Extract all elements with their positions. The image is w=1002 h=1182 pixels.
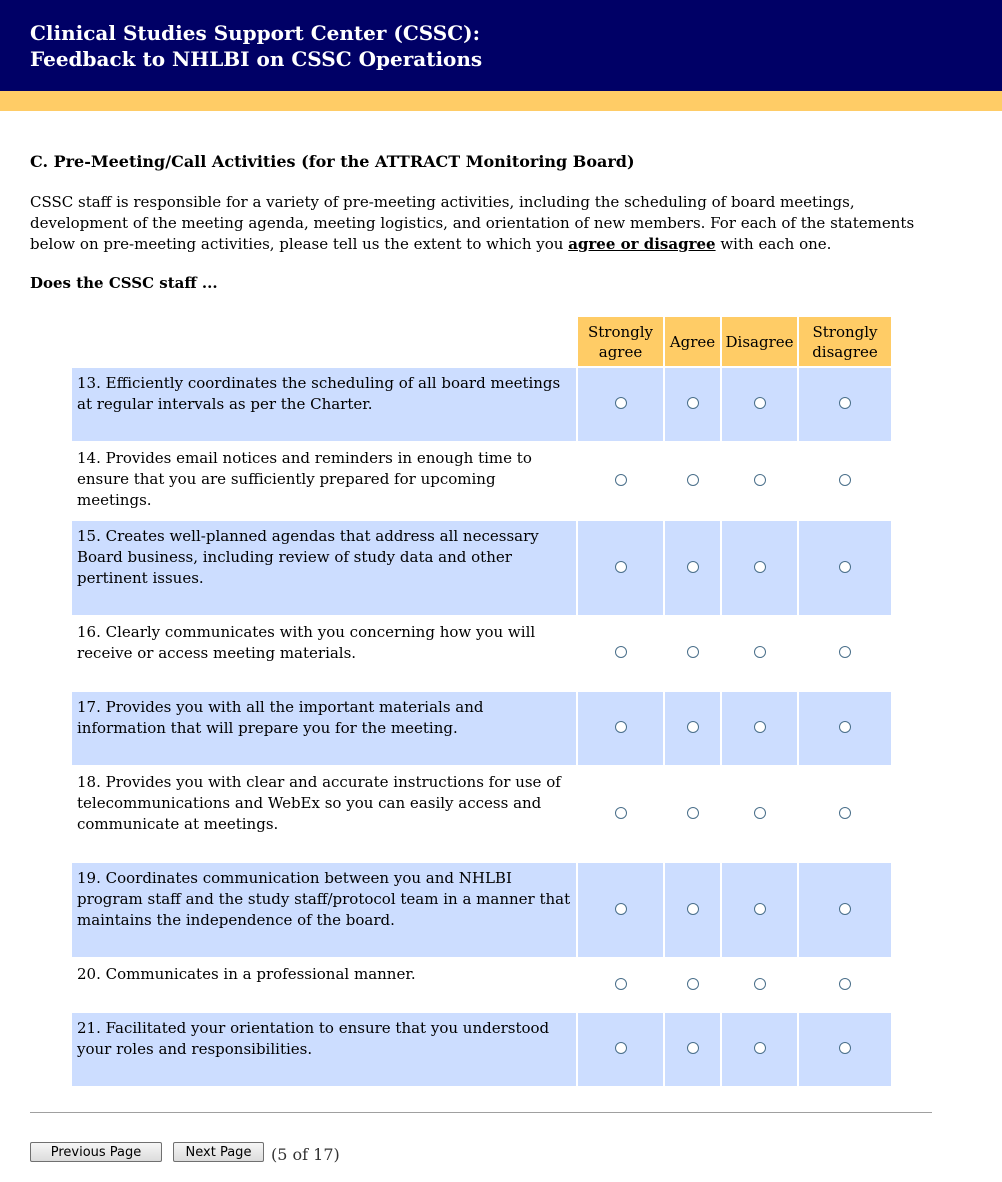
q21-agree-radio[interactable] (687, 1042, 699, 1054)
q20-strongly-agree-cell (578, 959, 663, 1011)
q18-disagree-cell (722, 767, 797, 861)
page-indicator: (5 of 17) (271, 1145, 340, 1164)
q16-disagree-cell (722, 617, 797, 690)
col-agree: Agree (665, 317, 720, 366)
col-strongly-agree: Strongly agree (578, 317, 663, 366)
q14-agree-cell (665, 443, 720, 519)
q16-strongly-agree-cell (578, 617, 663, 690)
q21-strongly-agree-radio[interactable] (615, 1042, 627, 1054)
question-text: 21. Facilitated your orientation to ensure that you understood your roles and responsibilities. (72, 1013, 576, 1086)
q16-agree-radio[interactable] (687, 646, 699, 658)
q20-strongly-disagree-radio[interactable] (839, 978, 851, 990)
intro-text-1: CSSC staff is responsible for a variety of pre-meeting activities, including the scheduling of board meetings, development of the meeting agenda, meeting logistics, and orientation of new members. For each of the statements below on pre-meeting activities, please tell us the extent to which you (30, 193, 915, 253)
q17-agree-cell (665, 692, 720, 765)
q14-strongly-disagree-radio[interactable] (839, 474, 851, 486)
question-text: 18. Provides you with clear and accurate instructions for use of telecommunications and WebEx so you can easily access and communicate at meetings. (77, 773, 561, 833)
q15-agree-cell (665, 521, 720, 615)
q18-strongly-agree-radio[interactable] (615, 807, 627, 819)
section-intro (30, 192, 955, 255)
q20-agree-radio[interactable] (687, 978, 699, 990)
q17-strongly-disagree-radio[interactable] (839, 721, 851, 733)
header-title-line2: Feedback to NHLBI on CSSC Operations (30, 47, 483, 71)
q14-strongly-agree-radio[interactable] (615, 474, 627, 486)
question-text: 17. Provides you with all the important materials and information that will prepare you for the meeting. (72, 692, 576, 765)
q19-disagree-radio[interactable] (754, 903, 766, 915)
q14-strongly-disagree-cell (799, 443, 891, 519)
question-text: 15. Creates well-planned agendas that address all necessary Board business, including review of study data and other pertinent issues. (72, 521, 576, 615)
question-text: 14. Provides email notices and reminders in enough time to ensure that you are sufficiently prepared for upcoming meetings. (77, 449, 532, 509)
q17-strongly-disagree-cell (799, 692, 891, 765)
q15-agree-radio[interactable] (687, 561, 699, 573)
q14-disagree-cell (722, 443, 797, 519)
q16-strongly-disagree-cell (799, 617, 891, 690)
q19-disagree-cell (722, 863, 797, 957)
q17-disagree-cell (722, 692, 797, 765)
intro-emphasis: agree or disagree (568, 235, 716, 253)
header-title-line1: Clinical Studies Support Center (CSSC): (30, 21, 480, 45)
q14-disagree-radio[interactable] (754, 474, 766, 486)
q19-strongly-disagree-radio[interactable] (839, 903, 851, 915)
q15-strongly-agree-cell (578, 521, 663, 615)
q15-disagree-cell (722, 521, 797, 615)
q16-disagree-radio[interactable] (754, 646, 766, 658)
col-strongly-disagree: Strongly disagree (799, 317, 891, 366)
grid-header-row (72, 317, 891, 366)
q17-strongly-agree-cell (578, 692, 663, 765)
question-row (72, 617, 891, 690)
question-text: 16. Clearly communicates with you concerning how you will receive or access meeting materials. (77, 623, 536, 662)
question-text: 20. Communicates in a professional manner. (77, 965, 416, 983)
question-text: 13. Efficiently coordinates the scheduling of all board meetings at regular intervals as per the Charter. (72, 368, 576, 441)
q21-strongly-agree-cell (578, 1013, 663, 1086)
rating-grid (70, 315, 893, 1088)
q15-disagree-radio[interactable] (754, 561, 766, 573)
col-disagree: Disagree (722, 317, 797, 366)
q19-strongly-disagree-cell (799, 863, 891, 957)
q16-strongly-agree-radio[interactable] (615, 646, 627, 658)
q19-agree-radio[interactable] (687, 903, 699, 915)
q20-disagree-cell (722, 959, 797, 1011)
question-row (72, 368, 891, 441)
q17-agree-radio[interactable] (687, 721, 699, 733)
q18-strongly-agree-cell (578, 767, 663, 861)
q17-strongly-agree-radio[interactable] (615, 721, 627, 733)
q21-strongly-disagree-radio[interactable] (839, 1042, 851, 1054)
q18-agree-radio[interactable] (687, 807, 699, 819)
next-page-button[interactable]: Next Page (173, 1142, 264, 1162)
question-row (72, 692, 891, 765)
q13-strongly-agree-cell (578, 368, 663, 441)
q16-strongly-disagree-radio[interactable] (839, 646, 851, 658)
q13-disagree-cell (722, 368, 797, 441)
question-row (72, 959, 891, 1011)
question-row (72, 767, 891, 861)
q13-strongly-disagree-cell (799, 368, 891, 441)
footer-divider (30, 1112, 932, 1113)
q13-disagree-radio[interactable] (754, 397, 766, 409)
q20-strongly-agree-radio[interactable] (615, 978, 627, 990)
intro-text-2: with each one. (715, 235, 832, 253)
previous-page-button[interactable]: Previous Page (30, 1142, 162, 1162)
q19-agree-cell (665, 863, 720, 957)
q21-disagree-radio[interactable] (754, 1042, 766, 1054)
q21-agree-cell (665, 1013, 720, 1086)
q18-strongly-disagree-cell (799, 767, 891, 861)
q17-disagree-radio[interactable] (754, 721, 766, 733)
q18-strongly-disagree-radio[interactable] (839, 807, 851, 819)
question-text: 19. Coordinates communication between you and NHLBI program staff and the study staff/protocol team in a manner that maintains the independence of the board. (72, 863, 576, 957)
q18-disagree-radio[interactable] (754, 807, 766, 819)
q13-agree-radio[interactable] (687, 397, 699, 409)
q21-strongly-disagree-cell (799, 1013, 891, 1086)
q20-agree-cell (665, 959, 720, 1011)
q21-disagree-cell (722, 1013, 797, 1086)
question-row (72, 1013, 891, 1086)
question-lead: Does the CSSC staff ... (30, 274, 218, 292)
q13-agree-cell (665, 368, 720, 441)
q20-disagree-radio[interactable] (754, 978, 766, 990)
q19-strongly-agree-radio[interactable] (615, 903, 627, 915)
q14-agree-radio[interactable] (687, 474, 699, 486)
q14-strongly-agree-cell (578, 443, 663, 519)
q18-agree-cell (665, 767, 720, 861)
section-title: C. Pre-Meeting/Call Activities (for the ATTRACT Monitoring Board) (30, 152, 635, 171)
q13-strongly-disagree-radio[interactable] (839, 397, 851, 409)
page-header (0, 0, 1002, 91)
header-accent-bar (0, 91, 1002, 111)
question-row (72, 863, 891, 957)
grid-header-blank (72, 317, 576, 366)
q15-strongly-agree-radio[interactable] (615, 561, 627, 573)
q13-strongly-agree-radio[interactable] (615, 397, 627, 409)
question-row (72, 521, 891, 615)
q20-strongly-disagree-cell (799, 959, 891, 1011)
q19-strongly-agree-cell (578, 863, 663, 957)
question-row (72, 443, 891, 519)
q15-strongly-disagree-cell (799, 521, 891, 615)
q16-agree-cell (665, 617, 720, 690)
q15-strongly-disagree-radio[interactable] (839, 561, 851, 573)
